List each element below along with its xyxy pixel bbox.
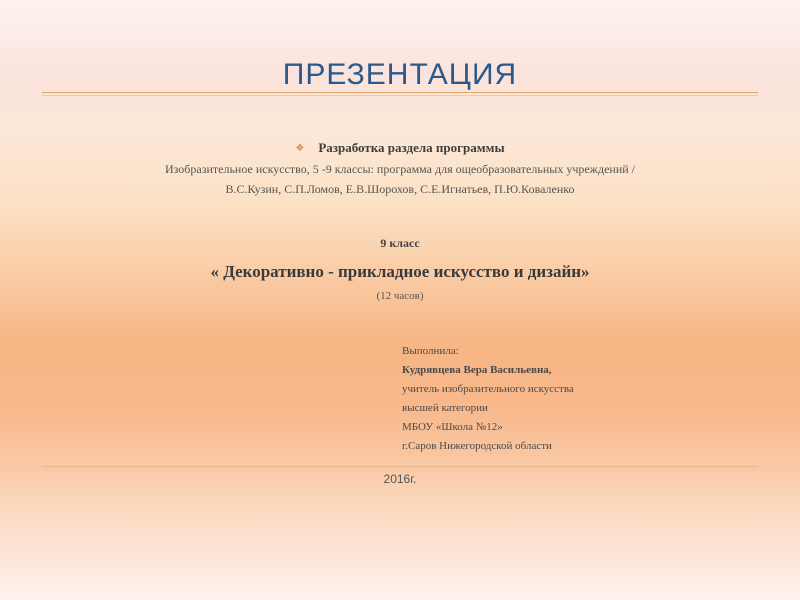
author-position: учитель изобразительного искусства bbox=[402, 383, 574, 395]
footer-divider bbox=[42, 466, 758, 467]
author-city: г.Саров Нижегородской области bbox=[402, 440, 552, 452]
course-title: « Декоративно - прикладное искусство и дизайн» bbox=[210, 262, 590, 281]
slide-title: ПРЕЗЕНТАЦИЯ bbox=[282, 58, 518, 91]
grade-label: 9 класс bbox=[380, 236, 420, 250]
year-label: 2016г. bbox=[383, 472, 417, 486]
author-category: высшей категории bbox=[402, 402, 488, 414]
program-heading-row bbox=[0, 140, 800, 156]
diamond-bullet-icon: ❖ bbox=[295, 143, 305, 154]
author-name: Кудрявцева Вера Васильевна, bbox=[402, 364, 552, 376]
title-divider bbox=[42, 92, 758, 93]
author-school: МБОУ «Школа №12» bbox=[402, 421, 503, 433]
author-label: Выполнила: bbox=[402, 345, 459, 357]
program-heading: Разработка раздела программы bbox=[318, 140, 505, 155]
course-hours: (12 часов) bbox=[376, 290, 424, 302]
program-authors: В.С.Кузин, С.П.Ломов, Е.В.Шорохов, С.Е.Игнатьев, П.Ю.Коваленко bbox=[225, 182, 575, 196]
program-subtitle: Изобразительное искусство, 5 -9 классы: программа для ощеобразовательных учреждений / bbox=[164, 162, 636, 176]
author-block bbox=[402, 342, 574, 456]
